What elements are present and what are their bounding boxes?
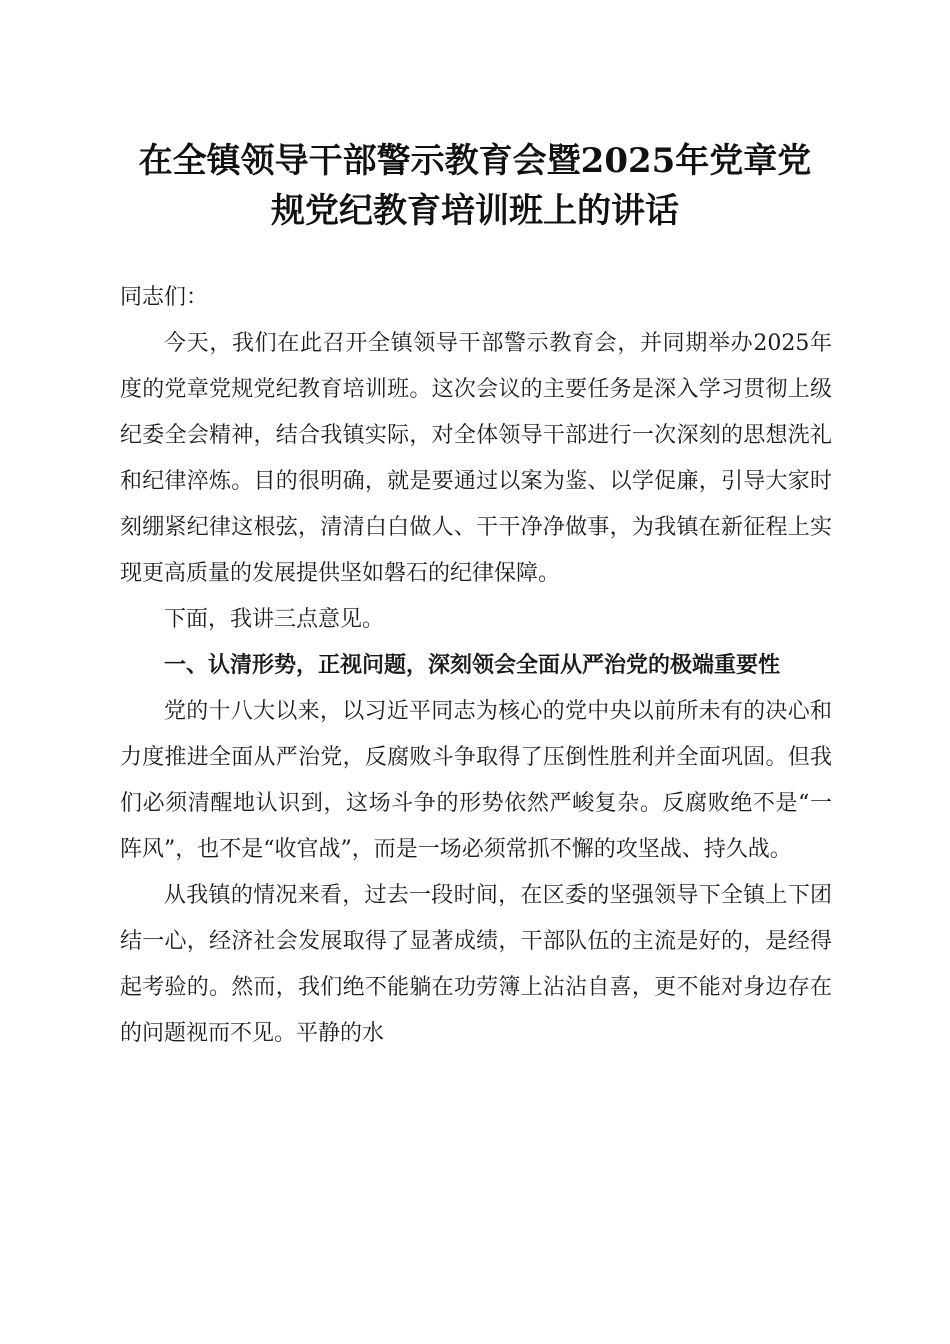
- title-line-1: 在全镇领导干部警示教育会暨2025年党章党: [138, 141, 812, 181]
- title-line-2: 规党纪教育培训班上的讲话: [271, 191, 679, 231]
- paragraph-situation: 党的十八大以来，以习近平同志为核心的党中央以前所未有的决心和力度推进全面从严治党，反腐败斗争取得了压倒性胜利并全面巩固。但我们必须清醒地认识到，这场斗争的形势依然严峻复杂。反腐败绝不是“一阵风”，也不是“收官战”，而是一场必须常抓不懈的攻坚战、持久战。: [120, 699, 832, 862]
- document-body: [120, 275, 832, 1057]
- paragraph-outline: 下面，我讲三点意见。: [164, 607, 385, 632]
- document-title: [100, 136, 850, 236]
- section-heading-1: 一、认清形势，正视问题，深刻领会全面从严治党的极端重要性: [164, 653, 781, 678]
- paragraph-local-situation: 从我镇的情况来看，过去一段时间，在区委的坚强领导下全镇上下团结一心，经济社会发展取得了显著成绩，干部队伍的主流是好的，是经得起考验的。然而，我们绝不能躺在功劳簿上沾沾自喜，更不能对身边存在的问题视而不见。平静的水: [120, 883, 832, 1046]
- salutation: 同志们：: [120, 285, 209, 310]
- paragraph-opening: 今天，我们在此召开全镇领导干部警示教育会，并同期举办2025年度的党章党规党纪教育培训班。这次会议的主要任务是深入学习贯彻上级纪委全会精神，结合我镇实际，对全体领导干部进行一次深刻的思想洗礼和纪律淬炼。目的很明确，就是要通过以案为鉴、以学促廉，引导大家时刻绷紧纪律这根弦，清清白白做人、干干净净做事，为我镇在新征程上实现更高质量的发展提供坚如磐石的纪律保障。: [120, 331, 832, 586]
